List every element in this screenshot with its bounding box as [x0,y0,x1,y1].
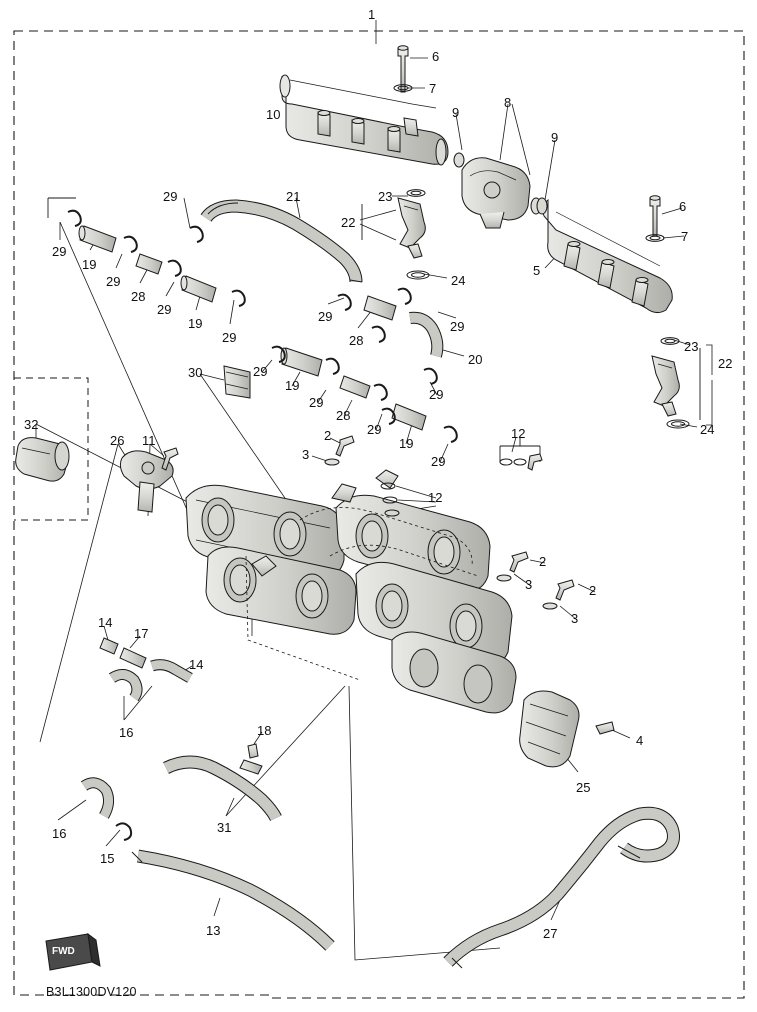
callout-number: 13 [206,923,221,938]
callout-number: 16 [119,725,134,740]
callout-number: 31 [217,820,232,835]
callout-number: 29 [367,422,382,437]
part-18 [240,744,262,774]
callout-number: 6 [679,199,687,214]
parts-14-16-17 [84,638,190,840]
callout-number: 29 [429,387,444,402]
callout-number: 9 [551,130,559,145]
callout-number: 3 [571,611,579,626]
callout-number: 2 [589,583,597,598]
callout-number: 29 [163,189,178,204]
callout-number: 29 [52,244,67,259]
callout-number: 9 [452,105,460,120]
hose-13 [132,852,330,946]
callout-number: 22 [341,215,356,230]
callout-number: 16 [52,826,67,841]
callout-number: 8 [504,95,512,110]
callout-number: 1 [368,7,376,22]
callout-number: 2 [324,428,332,443]
callout-number: 6 [432,49,440,64]
screw-2-right-lower [543,580,574,609]
bolt-4 [596,722,614,734]
part-25 [520,691,579,767]
callout-number: 30 [188,365,203,380]
hose-21 [206,203,362,282]
bolt-6-right [650,196,660,236]
callout-number: 29 [318,309,333,324]
callout-number: 28 [131,289,146,304]
hose-27 [448,813,674,968]
callout-number: 29 [450,319,465,334]
callout-number: 29 [157,302,172,317]
part-code-label: B3L1300DV120 [46,985,137,999]
callout-number: 3 [525,577,533,592]
callout-number: 28 [336,408,351,423]
callout-number: 10 [266,107,281,122]
callout-number: 7 [681,229,689,244]
callout-number: 2 [539,554,547,569]
callout-number: 14 [98,615,113,630]
callout-number: 12 [511,426,526,441]
callout-number: 12 [428,490,443,505]
callout-number: 15 [100,851,115,866]
callout-number: 19 [188,316,203,331]
callout-number: 23 [684,339,699,354]
callout-number: 7 [429,81,437,96]
callout-number: 20 [468,352,483,367]
callout-number: 24 [700,422,715,437]
fwd-label: FWD [52,946,75,957]
callout-number: 14 [189,657,204,672]
callout-number: 28 [349,333,364,348]
callout-number: 5 [533,263,541,278]
callout-number: 29 [106,274,121,289]
part-30 [224,366,250,398]
callout-number: 21 [286,189,301,204]
washers-12-right [500,454,542,470]
callout-number: 17 [134,626,149,641]
callout-number: 29 [253,364,268,379]
callout-number: 26 [110,433,125,448]
callout-number: 29 [222,330,237,345]
callout-number: 19 [285,378,300,393]
callout-number: 19 [399,436,414,451]
hose-20 [410,318,437,356]
callout-number: 25 [576,780,591,795]
screw-2-right-upper [497,552,528,581]
callout-number: 29 [431,454,446,469]
callout-number: 27 [543,926,558,941]
callout-number: 23 [378,189,393,204]
callout-number: 29 [309,395,324,410]
callout-number: 3 [302,447,310,462]
part-32 [16,438,69,481]
callout-number: 4 [636,733,644,748]
callout-number: 22 [718,356,733,371]
throttle-body-assembly [186,470,516,713]
injector-left [398,190,429,279]
callout-number: 11 [142,433,156,448]
callout-number: 18 [257,723,272,738]
callout-number: 24 [451,273,466,288]
callout-number: 32 [24,417,39,432]
callout-number: 19 [82,257,97,272]
